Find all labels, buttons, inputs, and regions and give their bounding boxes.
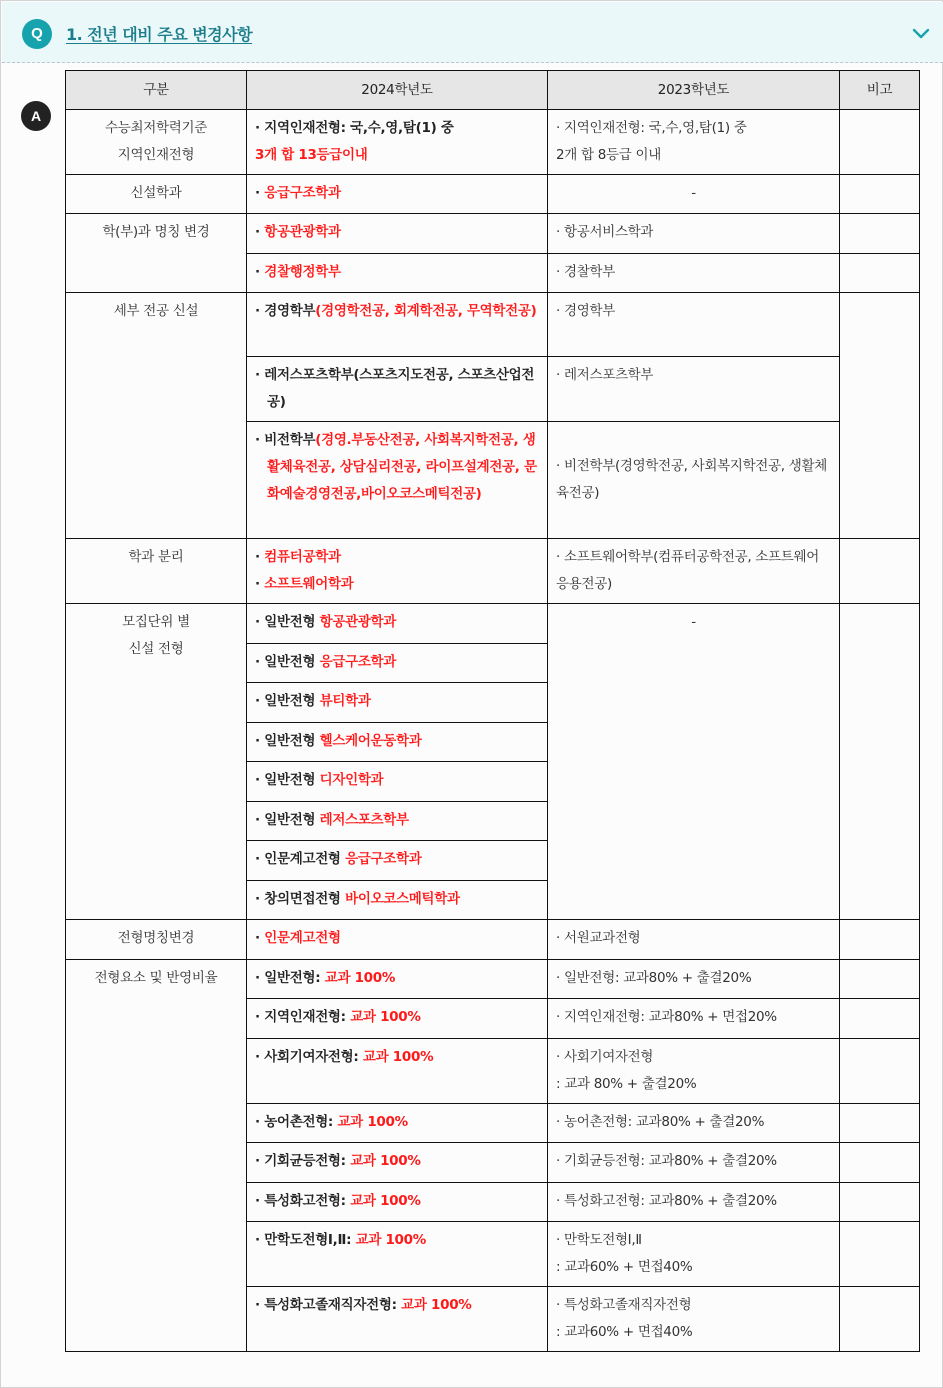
highlight-text: 교과 100%: [350, 1193, 421, 1209]
cell-text: · 지역인재전형: 국,수,영,탐(1) 중: [556, 120, 747, 136]
cell-note: [840, 254, 920, 293]
cell-text: · 일반전형: [255, 812, 320, 828]
highlight-text: 교과 100%: [350, 1153, 421, 1169]
highlight-text: 인문계고전형: [264, 930, 341, 946]
category-text: 신설 전형: [128, 641, 184, 657]
highlight-text: 교과 100%: [337, 1114, 408, 1130]
cell-text: · 기회균등전형:: [255, 1153, 351, 1169]
highlight-text: 소프트웨어학과: [264, 576, 354, 592]
cell-note: [840, 920, 920, 960]
cell-note: [840, 175, 920, 214]
cell-2024: [247, 644, 548, 683]
cell-text: · 지역인재전형: 국,수,영,탐(1) 중: [255, 120, 454, 136]
highlight-text: 응급구조학과: [319, 654, 397, 670]
cell-2024: [247, 110, 548, 175]
highlight-text: 바이오코스메틱학과: [345, 891, 460, 907]
cell-text: [255, 298, 539, 325]
cell-text: · 사회기여자전형: [556, 1049, 654, 1065]
cell-2024: [247, 539, 548, 604]
category-text: 지역인재전형: [117, 147, 195, 163]
cell-2023: · 서원교과전형: [548, 920, 840, 960]
highlight-text: 교과 100%: [324, 970, 396, 986]
cell-text: · 지역인재전형:: [255, 1009, 351, 1025]
highlight-text: 응급구조학과: [345, 851, 422, 867]
cell-text: · 특성화고전형: 교과80% + 출결20%: [556, 1193, 777, 1209]
cell-2023: · 경찰학부: [548, 254, 840, 293]
cell-2024: [247, 1143, 548, 1183]
cell-2023: · 항공서비스학과: [548, 214, 840, 254]
cell-text: · 일반전형: [255, 772, 320, 788]
table-row: [66, 293, 920, 357]
chevron-down-icon[interactable]: [911, 24, 931, 44]
cell-2024: [247, 357, 548, 422]
table-row: [66, 175, 920, 214]
cell-text: · 일반전형: 교과80% + 출결20%: [556, 970, 752, 986]
cell-text: · 특성화고전형:: [255, 1193, 351, 1209]
cell-text: · 일반전형: [255, 693, 320, 709]
cell-2023: [548, 1039, 840, 1104]
question-header[interactable]: [2, 2, 943, 63]
cell-text: · 기회균등전형: 교과80% + 출결20%: [556, 1153, 777, 1169]
header-category: 구분: [66, 71, 247, 110]
cell-note: [840, 539, 920, 604]
highlight-text: 레저스포츠학부: [319, 812, 409, 828]
cell-note: [840, 1104, 920, 1143]
cell-note: [840, 604, 920, 920]
cell-text: · 지역인재전형: 교과80% + 면접20%: [556, 1009, 777, 1025]
table-row: [66, 539, 920, 604]
cell-note: [840, 1039, 920, 1104]
header-2024: 2024학년도: [247, 71, 548, 110]
category-cell: 전형요소 및 반영비율: [66, 960, 247, 1352]
cell-2023: [548, 1104, 840, 1143]
cell-2024: [247, 920, 548, 960]
category-cell: [66, 604, 247, 920]
bullet: ·: [255, 576, 265, 592]
cell-2024: [247, 960, 548, 999]
category-text: 모집단위 별: [122, 614, 190, 630]
cell-note: [840, 1287, 920, 1352]
header-note: 비고: [840, 71, 920, 110]
category-cell: [66, 110, 247, 175]
cell-text: · 경영학부: [255, 303, 316, 319]
cell-2024: [247, 1104, 548, 1143]
cell-text: [255, 544, 539, 571]
cell-text: · 농어촌전형:: [255, 1114, 338, 1130]
cell-note: [840, 1143, 920, 1183]
changes-table: [65, 70, 920, 1352]
highlight-text: 컴퓨터공학과: [264, 549, 341, 565]
cell-2024: [247, 422, 548, 539]
cell-2023: [548, 1143, 840, 1183]
cell-2023: · 레저스포츠학부: [548, 357, 840, 422]
cell-note: [840, 110, 920, 175]
cell-text: : 교과 80% + 출결20%: [556, 1076, 697, 1092]
cell-text: · 만학도전형Ⅰ,Ⅱ:: [255, 1232, 356, 1248]
cell-note: [840, 960, 920, 999]
highlight-text: 항공관광학과: [319, 614, 397, 630]
cell-text: · 일반전형: [255, 733, 320, 749]
cell-2024: [247, 1222, 548, 1287]
cell-2023: [548, 999, 840, 1039]
cell-2023: · 경영학부: [548, 293, 840, 357]
highlight-text: (경영학전공, 회계학전공, 무역학전공): [315, 303, 537, 319]
cell-2024: [247, 254, 548, 293]
cell-2023: [548, 1183, 840, 1222]
cell-2023: [548, 1287, 840, 1352]
highlight-text: 항공관광학과: [264, 224, 341, 240]
cell-2024: [247, 999, 548, 1039]
highlight-text: 응급구조학과: [264, 185, 341, 201]
cell-text: 2개 합 8등급 이내: [556, 147, 661, 163]
cell-2023: [548, 1222, 840, 1287]
cell-text: · 창의면접전형: [255, 891, 346, 907]
highlight-text: 디자인학과: [319, 772, 384, 788]
highlight-text: 교과 100%: [350, 1009, 421, 1025]
cell-2024: [247, 214, 548, 254]
table-row: [66, 604, 920, 644]
question-badge: Q: [22, 19, 52, 49]
table-row: [66, 214, 920, 254]
highlight-text: 경찰행정학부: [264, 264, 341, 280]
cell-2023: -: [548, 604, 840, 920]
cell-2024: [247, 1183, 548, 1222]
cell-note: [840, 1222, 920, 1287]
cell-text: : 교과60% + 면접40%: [556, 1324, 693, 1340]
cell-2024: [247, 762, 548, 802]
cell-2024: [247, 1039, 548, 1104]
highlight-text: 뷰티학과: [319, 693, 371, 709]
table-row: [66, 110, 920, 175]
cell-2023: · 소프트웨어학부(컴퓨터공학전공, 소프트웨어응용전공): [548, 539, 840, 604]
highlight-text: 교과 100%: [362, 1049, 434, 1065]
highlight-text: (경영.부동산전공, 사회복지학전공, 생활체육전공, 상담심리전공, 라이프설계전공, 문화예술경영전공,바이오코스메틱전공): [267, 432, 537, 502]
cell-text: · 일반전형: [255, 614, 320, 630]
highlight-text: 헬스케어운동학과: [319, 733, 422, 749]
cell-2024: [247, 881, 548, 920]
category-cell: 학(부)과 명칭 변경: [66, 214, 247, 293]
cell-text: · 만학도전형Ⅰ,Ⅱ: [556, 1232, 642, 1248]
cell-2023: · 비전학부(경영학전공, 사회복지학전공, 생활체육전공): [548, 422, 840, 539]
highlight-text: 3개 합 13등급이내: [255, 147, 368, 163]
answer-badge: A: [21, 101, 51, 131]
bullet: ·: [255, 549, 265, 565]
cell-text: · 비전학부: [255, 432, 316, 448]
cell-2024: [247, 293, 548, 357]
question-title-link[interactable]: 1. 전년 대비 주요 변경사항: [66, 25, 253, 44]
table-row: [66, 920, 920, 960]
cell-2024: [247, 604, 548, 644]
category-text: 수능최저학력기준: [105, 120, 207, 136]
bullet: ·: [255, 930, 265, 946]
cell-2023: [548, 960, 840, 999]
bullet: ·: [255, 185, 265, 201]
cell-2023: [548, 110, 840, 175]
cell-2024: [247, 683, 548, 723]
category-cell: 신설학과: [66, 175, 247, 214]
cell-note: [840, 293, 920, 539]
highlight-text: 교과 100%: [355, 1232, 426, 1248]
cell-text: [255, 427, 539, 508]
cell-text: · 인문계고전형: [255, 851, 346, 867]
cell-note: [840, 999, 920, 1039]
cell-note: [840, 1183, 920, 1222]
cell-text: · 일반전형:: [255, 970, 325, 986]
cell-2023: -: [548, 175, 840, 214]
highlight-text: 교과 100%: [401, 1297, 472, 1313]
cell-text: · 레저스포츠학부(스포츠지도전공, 스포츠산업전공): [255, 367, 535, 410]
table-row: [66, 960, 920, 999]
cell-text: · 사회기여자전형:: [255, 1049, 363, 1065]
cell-2024: [247, 1287, 548, 1352]
category-cell: 세부 전공 신설: [66, 293, 247, 539]
bullet: ·: [255, 224, 265, 240]
table-header-row: [66, 71, 920, 110]
cell-text: : 교과60% + 면접40%: [556, 1259, 693, 1275]
category-cell: 전형명칭변경: [66, 920, 247, 960]
cell-2024: [247, 723, 548, 762]
cell-text: [255, 571, 539, 598]
cell-2024: [247, 175, 548, 214]
category-cell: 학과 분리: [66, 539, 247, 604]
header-2023: 2023학년도: [548, 71, 840, 110]
cell-text: · 특성화고졸재직자전형: [556, 1297, 692, 1313]
cell-note: [840, 214, 920, 254]
cell-text: · 농어촌전형: 교과80% + 출결20%: [556, 1114, 765, 1130]
cell-2024: [247, 802, 548, 841]
bullet: ·: [255, 264, 265, 280]
cell-text: · 특성화고졸재직자전형:: [255, 1297, 402, 1313]
cell-2024: [247, 841, 548, 881]
cell-text: · 일반전형: [255, 654, 320, 670]
